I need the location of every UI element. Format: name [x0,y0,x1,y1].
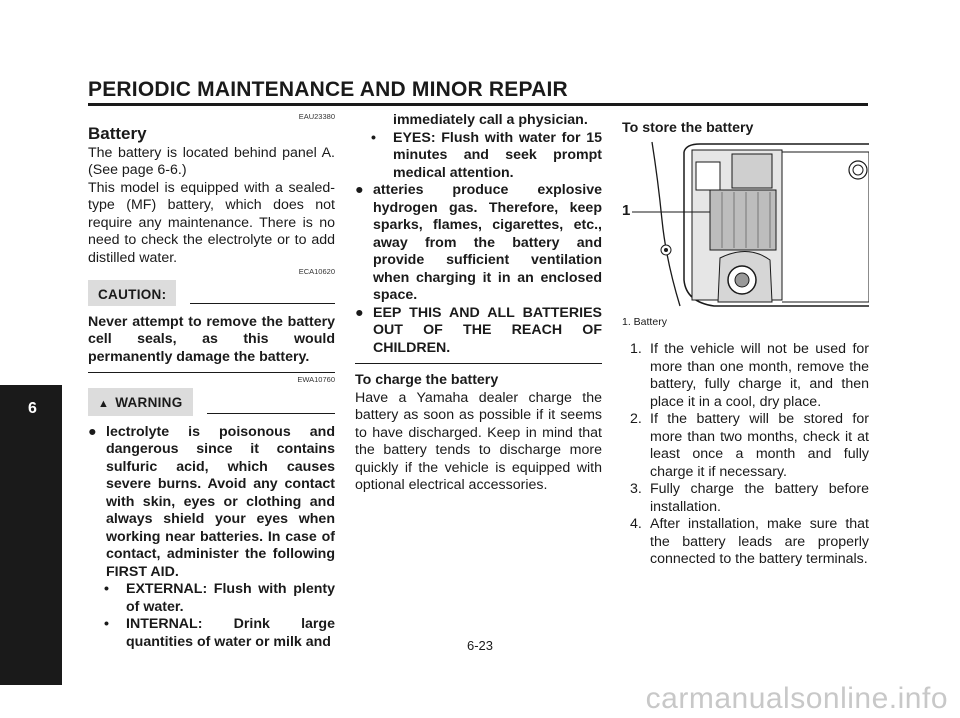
first-aid-eyes [371,130,602,183]
bullet-dot-icon: ● [355,182,364,198]
bullet-dot-icon: • [104,581,109,597]
figure-caption: 1. Battery [622,315,667,328]
step-text: Fully charge the battery before installation. [650,481,869,515]
charge-heading: To charge the battery [355,372,499,388]
warning-label: WARNING [115,395,183,410]
chapter-number: 6 [28,400,37,417]
column-1 [88,112,335,651]
sub-text: EYES: Flush with water for 15 minutes and seek prompt medical attention. [393,129,602,181]
store-step-3 [622,481,869,516]
step-number: 2. [630,411,642,427]
warning-badge [88,388,193,416]
page-header-title: PERIODIC MAINTENANCE AND MINOR REPAIR [88,78,568,101]
step-text: After installation, make sure that the battery leads are properly connected to the battery terminals. [650,516,869,567]
caution-badge: CAUTION: [88,280,176,306]
warning-code: EWA10760 [297,375,335,384]
battery-type-text: This model is equipped with a sealed-type (MF) battery, which does not require any maintenance. There is no need to check the electrolyte or to add distilled water. [88,179,335,266]
step-number: 3. [630,481,642,497]
caution-end-rule [88,372,335,373]
warning-rule [207,413,335,414]
page-number: 6-23 [466,638,494,653]
battery-illustration [622,140,869,310]
step-number: 4. [630,516,642,532]
site-watermark: carmanualsonline.info [645,682,948,715]
header-rule [88,103,868,106]
column-3 [622,112,869,569]
figure-callout-1: 1 [622,201,631,219]
warning-triangle-icon: ▲ [98,398,110,410]
sub-text: EXTERNAL: Flush with plenty of water. [126,581,335,615]
caution-rule [190,303,335,304]
bullet-text: lectrolyte is poisonous and dangerous since it contains sulfuric acid, which causes severe burns. Avoid any contact with skin, eyes or clothing and always shield your eyes when working near batteries. In case of contact, administer the following FIRST AID. [106,423,335,580]
bullet-dot-icon: • [104,616,109,632]
caution-text: Never attempt to remove the battery cell seals, as this would permanently damage the battery. [88,313,335,365]
store-step-4 [622,516,869,569]
caution-header [88,280,335,306]
first-aid-external [104,581,335,616]
warning-header [88,388,335,416]
bullet-dot-icon: • [371,129,376,146]
warning-bullet-electrolyte [88,424,335,582]
first-aid-internal-cont: immediately call a physician. [393,112,588,128]
battery-figure [622,140,869,310]
store-step-2 [622,411,869,481]
column-2 [355,112,602,495]
battery-location-text: The battery is located behind panel A. (See page 6-6.) [88,144,335,178]
step-text: If the vehicle will not be used for more than one month, remove the battery, fully charge it, and then place it in a cool, dry place. [650,341,869,410]
bullet-dot-icon: ● [88,423,97,440]
bullet-dot-icon: ● [355,304,364,321]
warning-bullet-hydrogen [355,182,602,305]
warning-end-rule [355,363,602,364]
charge-text: Have a Yamaha dealer charge the battery as soon as possible if it seems to have discharged. Keep in mind that the battery tends to discharge more quickly if the vehicle is equipped with optional electrical accessories. [355,389,602,493]
store-step-1 [622,341,869,411]
sub-text: INTERNAL: Drink large quantities of water or milk and [126,616,335,650]
step-text: If the battery will be stored for more than two months, check it at least once a month and fully charge it if necessary. [650,411,869,480]
bullet-text: atteries produce explosive hydrogen gas. Therefore, keep sparks, flames, cigarettes, etc., away from the battery and provide sufficient ventilation when charging it in an enclosed space. [373,182,602,303]
warning-bullet-children [355,305,602,358]
caution-code: ECA10620 [298,267,335,276]
section-code: EAU23380 [298,112,335,121]
step-number: 1. [630,341,642,357]
store-heading: To store the battery [622,120,754,136]
section-heading-battery: Battery [88,124,147,143]
bullet-text: EEP THIS AND ALL BATTERIES OUT OF THE REACH OF CHILDREN. [373,304,602,356]
